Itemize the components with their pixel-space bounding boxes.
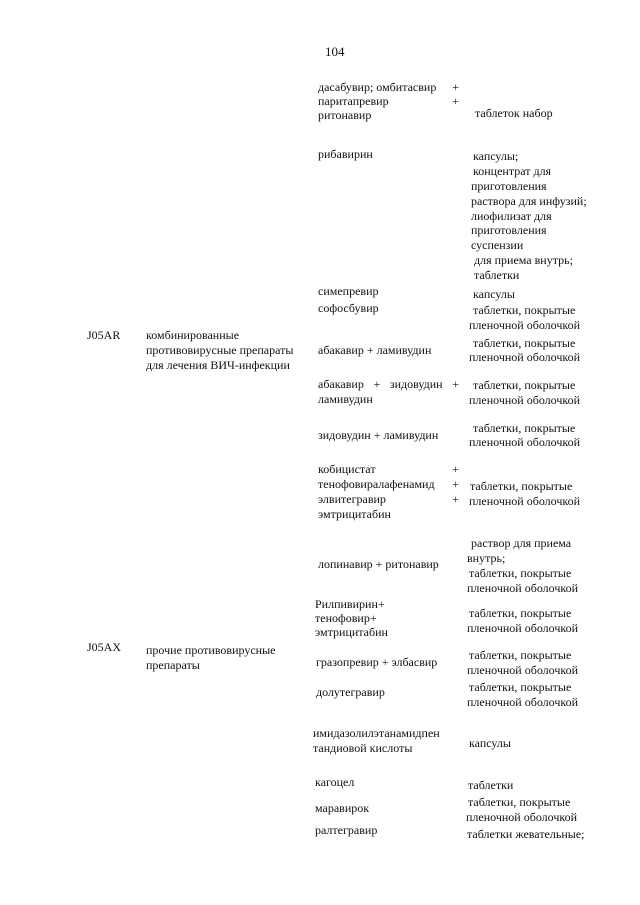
dosage-form-line: пленочной оболочкой [469, 318, 581, 332]
drug-name-line: ритонавир [318, 108, 372, 122]
drug-name-line: тенофовиралафенамид + [318, 477, 459, 491]
dosage-form-line: суспензии [471, 238, 524, 252]
dosage-form-line: таблетки жевательные; [467, 827, 585, 841]
drug-name-line: эмтрицитабин [315, 625, 388, 639]
dosage-form-line: таблетки, покрытые [469, 606, 572, 620]
drug-name-line: маравирок [315, 801, 370, 815]
dosage-form-line: таблетки, покрытые [473, 378, 576, 392]
dosage-form-line: пленочной оболочкой [469, 350, 581, 364]
atc-group-name-j05ar-line-3: для лечения ВИЧ-инфекции [146, 358, 290, 372]
dosage-form-line: пленочной оболочкой [469, 393, 581, 407]
dosage-form-line: таблетки, покрытые [473, 303, 576, 317]
atc-group-name-j05ar-line-1: комбинированные [146, 328, 240, 342]
drug-name-line: паритапревир + [318, 94, 459, 108]
dosage-form-line: таблетки, покрытые [473, 421, 576, 435]
dosage-form-line: таблетки, покрытые [469, 566, 572, 580]
dosage-form-line: таблеток набор [475, 106, 553, 120]
dosage-form-line: пленочной оболочкой [467, 581, 579, 595]
drug-name-line: кобицистат + [318, 462, 459, 476]
drug-name-line: ламивудин [318, 392, 373, 406]
drug-name-line: эмтрицитабин [318, 507, 391, 521]
drug-name-line: софосбувир [318, 301, 379, 315]
dosage-form-line: концентрат для [473, 164, 552, 178]
dosage-form-line: таблетки, покрытые [470, 479, 573, 493]
drug-name-line: ралтегравир [315, 823, 378, 837]
dosage-form-line: таблетки, покрытые [469, 680, 572, 694]
dosage-form-line: пленочной оболочкой [467, 695, 579, 709]
drug-name-line: имидазолилэтанамидпен [313, 726, 440, 740]
drug-name-line: лопинавир + ритонавир [318, 557, 439, 571]
dosage-form-line: капсулы [473, 287, 515, 301]
dosage-form-line: таблетки [468, 778, 514, 792]
atc-group-name-j05ar-line-2: противовирусные препараты [146, 343, 294, 357]
drug-name-line: рибавирин [318, 147, 373, 161]
drug-name-line: Рилпивирин+ [315, 597, 385, 611]
dosage-form-line: таблетки, покрытые [468, 795, 571, 809]
dosage-form-line: приготовления [471, 179, 547, 193]
atc-group-name-j05ax-line-1: прочие противовирусные [146, 643, 276, 657]
dosage-form-line: для приема внутрь; [474, 253, 573, 267]
drug-name-line: симепревир [318, 284, 379, 298]
dosage-form-line: пленочной оболочкой [469, 494, 581, 508]
dosage-form-line: пленочной оболочкой [467, 663, 579, 677]
drug-name-line: абакавир + ламивудин [318, 343, 432, 357]
dosage-form-line: пленочной оболочкой [467, 621, 579, 635]
atc-group-name-j05ax-line-2: препараты [146, 658, 200, 672]
dosage-form-line: пленочной оболочкой [469, 435, 581, 449]
atc-code-j05ax: J05AX [87, 640, 122, 654]
dosage-form-line: таблетки [474, 268, 520, 282]
drug-name-line: гразопревир + элбасвир [316, 655, 438, 669]
drug-name-line: абакавир + зидовудин + [318, 377, 459, 391]
dosage-form-line: пленочной оболочкой [466, 810, 578, 824]
dosage-form-line: внутрь; [467, 551, 506, 565]
atc-code-j05ar: J05AR [87, 328, 121, 342]
drug-name-line: тандиовой кислоты [313, 741, 413, 755]
dosage-form-line: таблетки, покрытые [473, 336, 576, 350]
dosage-form-line: таблетки, покрытые [469, 648, 572, 662]
drug-name-line: элвитегравир + [318, 492, 459, 506]
dosage-form-line: лиофилизат для [471, 209, 552, 223]
drug-name-line: тенофовир+ [315, 611, 377, 625]
dosage-form-line: капсулы; [473, 149, 519, 163]
page-number: 104 [325, 44, 345, 59]
drug-name-line: кагоцел [315, 775, 355, 789]
drug-name-line: долутегравир [316, 685, 385, 699]
drug-name-line: дасабувир; омбитасвир + [318, 80, 459, 94]
dosage-form-line: приготовления [471, 223, 547, 237]
dosage-form-line: капсулы [469, 736, 511, 750]
dosage-form-line: раствор для приема [471, 536, 572, 550]
drug-name-line: зидовудин + ламивудин [318, 428, 439, 442]
dosage-form-line: раствора для инфузий; [471, 194, 587, 208]
